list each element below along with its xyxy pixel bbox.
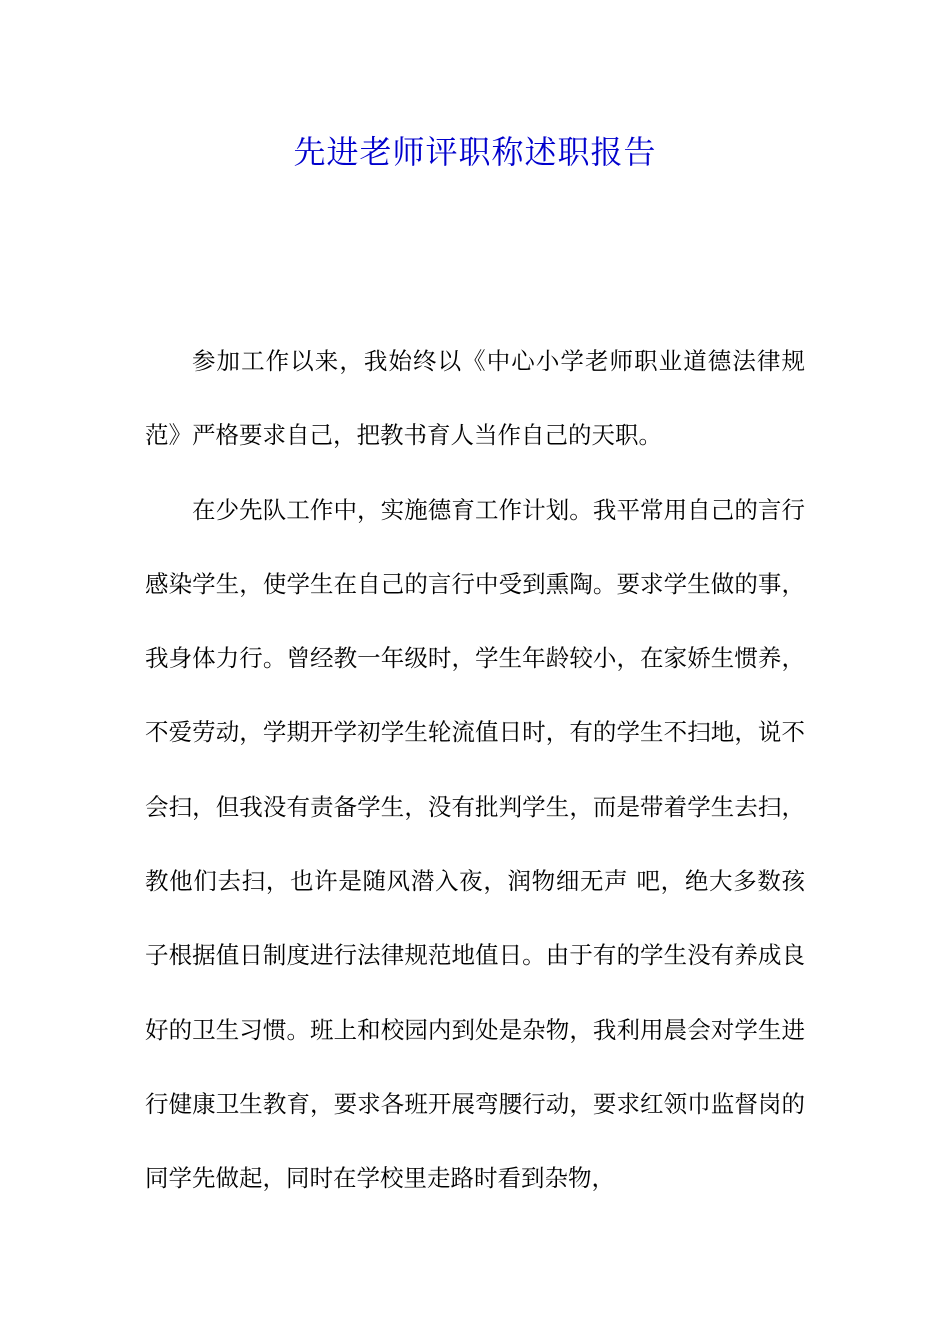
paragraph-1: 参加工作以来，我始终以《中心小学老师职业道德法律规范》严格要求自己，把教书育人当作自己的天职。 <box>145 347 805 450</box>
document-title: 先进老师评职称述职报告 <box>293 133 657 171</box>
document-body <box>145 324 805 1216</box>
paragraph-2: 在少先队工作中，实施德育工作计划。我平常用自己的言行感染学生，使学生在自己的言行中受到熏陶。要求学生做的事，我身体力行。曾经教一年级时，学生年龄较小，在家娇生惯养，不爱劳动，学期开学初学生轮流值日时，有的学生不扫地，说不会扫，但我没有责备学生，没有批判学生，而是带着学生去扫，教他们去扫，也许是随风潜入夜，润物细无声 吧，绝大多数孩子根据值日制度进行法律规范地值日。由于有的学生没有养成良好的卫生习惯。班上和校园内到处是杂物，我利用晨会对学生进行健康卫生教育，要求各班开展弯腰行动，要求红领巾监督岗的同学先做起，同时在学校里走路时看到杂物， <box>145 495 805 1193</box>
